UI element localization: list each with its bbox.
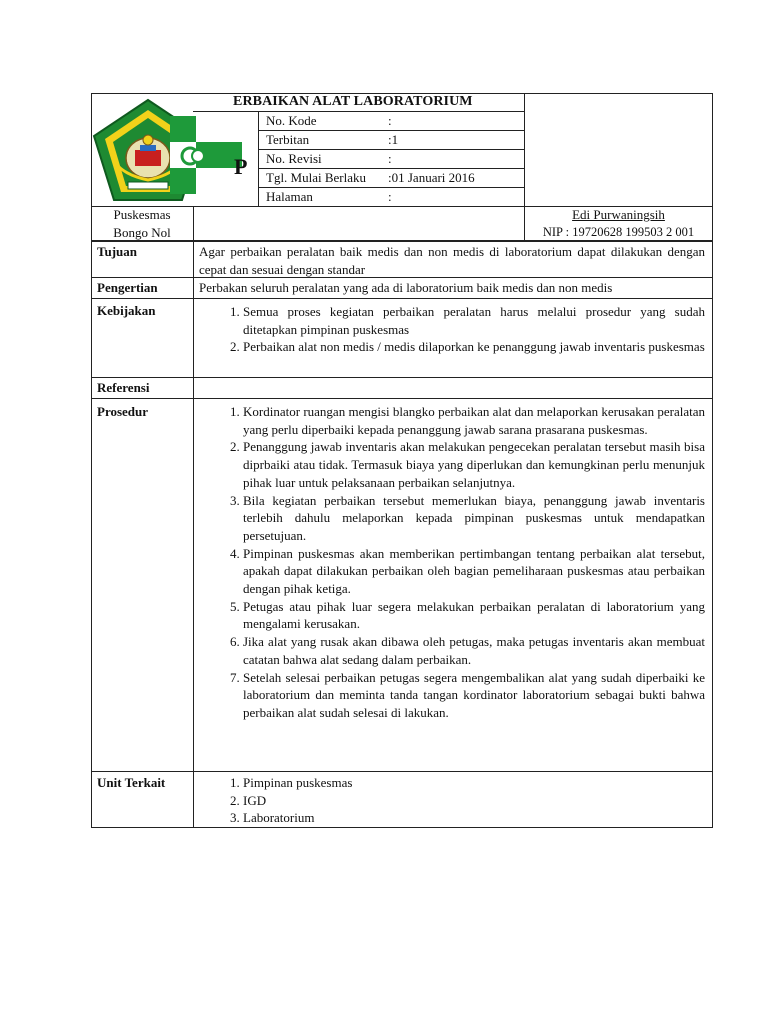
list-item: 3. Bila kegiatan perbaikan tersebut memerlukan biaya, penanggung jawab inventaris terlebih dahulu melaporkan kepada pimpinan puskesmas untuk mendapatkan persetujuan.: [243, 492, 705, 545]
meta-revisi: [266, 151, 392, 167]
divider: [193, 111, 524, 112]
document-title: ERBAIKAN ALAT LABORATORIUM: [233, 94, 473, 109]
divider: [193, 206, 194, 241]
divider: [258, 187, 524, 188]
label-pengertian: Pengertian: [97, 280, 158, 295]
meta-label: Halaman: [266, 189, 313, 204]
org-name-line1: Puskesmas: [113, 207, 171, 222]
pengertian-text: Perbakan seluruh peralatan yang ada di laboratorium baik medis dan non medis: [199, 280, 613, 295]
signer-nip: NIP : 19720628 199503 2 001: [542, 225, 695, 239]
meta-value: :01 Januari 2016: [388, 170, 475, 185]
prosedur-list: [199, 403, 705, 722]
divider: [91, 241, 713, 242]
tujuan-text: Agar perbaikan peralatan baik medis dan non medis di laboratorium dapat dilakukan dengan cepat dan sesuai dengan standar: [199, 244, 705, 277]
list-item: 1. Semua proses kegiatan perbaikan peralatan harus melalui prosedur yang sudah ditetapkan pimpinan puskesmas: [243, 303, 705, 338]
list-item: 1. Kordinator ruangan mengisi blangko perbaikan alat dan melaporkan kerusakan peralatan yang perlu diperbaiki kepada penanggung jawab sarana prasarana puskesmas.: [243, 403, 705, 438]
meta-value: :: [388, 189, 392, 204]
org-name-line2: Bongo Nol: [113, 225, 171, 240]
divider: [258, 130, 524, 131]
list-item: 3. Laboratorium: [243, 809, 705, 827]
divider: [258, 149, 524, 150]
meta-label: No. Kode: [266, 113, 317, 128]
meta-value: :: [388, 113, 392, 128]
meta-tanggal: [266, 170, 475, 186]
divider: [91, 377, 713, 378]
divider: [258, 168, 524, 169]
divider: [91, 771, 713, 772]
list-item: 2. IGD: [243, 792, 705, 810]
divider: [91, 298, 713, 299]
label-prosedur: Prosedur: [97, 404, 149, 419]
meta-terbitan: [266, 132, 398, 148]
list-item: 5. Petugas atau pihak luar segera melakukan perbaikan peralatan di laboratorium yang mengalami kerusakan.: [243, 598, 705, 633]
list-item: 7. Setelah selesai perbaikan petugas segera mengembalikan alat yang sudah diperbaiki ke laboratorium dan meminta tanda tangan kordinator laboratorium sebagai bukti bahwa perbaikan alat sudah selesai di lakukan.: [243, 669, 705, 722]
label-referensi: Referensi: [97, 380, 150, 395]
label-unit-terkait: Unit Terkait: [97, 775, 166, 790]
kebijakan-list: [199, 303, 705, 356]
meta-label: No. Revisi: [266, 151, 322, 166]
meta-kode: [266, 113, 392, 129]
list-item: 1. Pimpinan puskesmas: [243, 774, 705, 792]
label-kebijakan: Kebijakan: [97, 303, 156, 318]
divider: [193, 241, 194, 828]
list-item: 2. Penanggung jawab inventaris akan melakukan pengecekan peralatan tersebut masih bisa diprbaiki atau tidak. Termasuk biaya yang diperlukan dan kemungkinan perlu menunjuk pihak luar untuk pelaksanaan perbaikan selanjutnya.: [243, 438, 705, 491]
meta-label: Terbitan: [266, 132, 310, 147]
meta-value: :1: [388, 132, 399, 147]
list-item: 2. Perbaikan alat non medis / medis dilaporkan ke penanggung jawab inventaris puskesmas: [243, 338, 705, 356]
divider: [91, 398, 713, 399]
label-tujuan: Tujuan: [97, 244, 137, 259]
meta-label: Tgl. Mulai Berlaku: [266, 170, 367, 185]
list-item: 4. Pimpinan puskesmas akan memberikan pertimbangan tentang perbaikan alat tersebut, apakah dapat dilakukan perbaikan oleh bagian pemeliharaan puskesmas atau perbaikan dengan pihak ketiga.: [243, 545, 705, 598]
signer-name: Edi Purwaningsih: [572, 207, 665, 222]
divider: [258, 111, 259, 206]
meta-value: :: [388, 151, 392, 166]
list-item: 6. Jika alat yang rusak akan dibawa oleh petugas, maka petugas inventaris akan membuat catatan bahwa alat sedang dalam perbaikan.: [243, 633, 705, 668]
meta-halaman: [266, 189, 392, 205]
puskesmas-cross-icon: [168, 112, 242, 196]
sop-letter: P: [234, 154, 248, 179]
unit-terkait-list: [199, 774, 705, 827]
